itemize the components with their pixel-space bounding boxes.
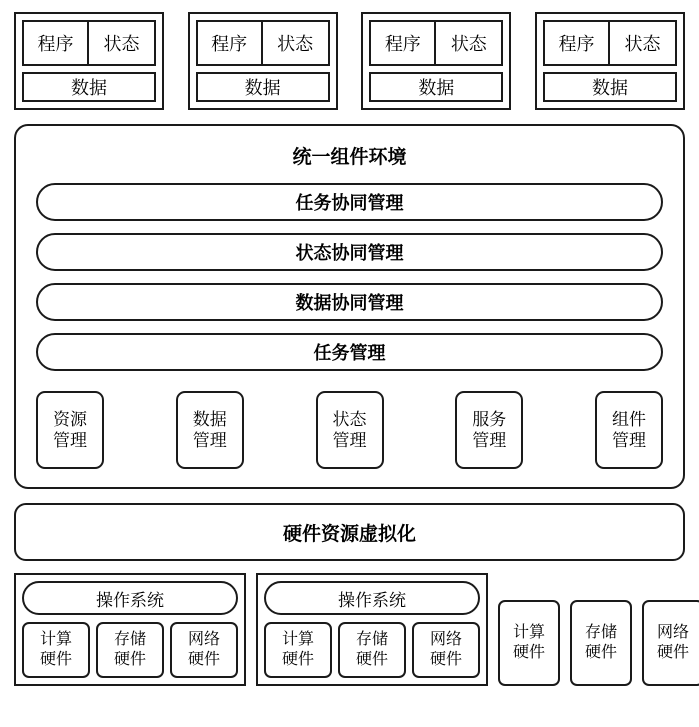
operating-system-bar: 操作系统 [22,581,238,615]
module-component-management [595,391,663,469]
application-program-box: 程序 [543,20,610,66]
hardware-label-line1: 计算 [39,631,72,648]
hardware-label-line1: 存储 [355,631,388,648]
module-label-line1: 资源 [53,409,87,429]
operating-system-bar: 操作系统 [264,581,480,615]
hardware-compute [264,622,332,678]
hardware-storage [338,622,406,678]
module-label-line1: 数据 [192,409,227,429]
hardware-label-line1: 网络 [429,631,462,648]
module-service-management [455,391,523,469]
hardware-label-line1: 计算 [281,631,314,648]
hardware-label-line1: 计算 [512,624,545,641]
hardware-label-line2: 硬件 [656,644,689,661]
hardware-row [22,622,238,678]
application-data-box: 数据 [369,72,503,102]
application-state-box: 状态 [263,20,330,66]
bare-hardware-storage [570,600,632,686]
unified-component-environment [14,124,685,489]
layer-task-management: 任务管理 [36,333,663,371]
host-with-os [256,573,488,686]
hardware-label-line1: 存储 [113,631,146,648]
hardware-label-line2: 硬件 [512,644,545,661]
infrastructure-row [14,573,689,686]
layer-data-collaboration-management: 数据协同管理 [36,283,663,321]
hardware-label-line2: 硬件 [113,651,146,668]
application-data-box: 数据 [543,72,677,102]
hardware-storage [96,622,164,678]
module-label-line2: 管理 [612,431,646,450]
hardware-virtualization-layer: 硬件资源虚拟化 [14,503,685,561]
application-state-box: 状态 [89,20,156,66]
hardware-network [412,622,480,678]
module-label-line1: 状态 [332,409,367,429]
host-with-os [14,573,246,686]
module-label-line2: 管理 [192,431,227,450]
application-state-box: 状态 [436,20,503,66]
application-data-box: 数据 [196,72,330,102]
applications-row [0,0,699,110]
hardware-label-line1: 网络 [187,631,220,648]
layer-state-collaboration-management: 状态协同管理 [36,233,663,271]
hardware-label-line2: 硬件 [281,651,314,668]
application-program-box: 程序 [196,20,263,66]
application-state-box: 状态 [610,20,677,66]
application-program-box: 程序 [369,20,436,66]
application-top-row [22,20,156,66]
bare-hardware-network [642,600,699,686]
module-label-line2: 管理 [472,431,507,450]
application-block [14,12,164,110]
module-resource-management [36,391,104,469]
application-top-row [369,20,503,66]
hardware-label-line2: 硬件 [355,651,388,668]
unified-component-environment-title: 统一组件环境 [292,147,407,168]
module-state-management [316,391,384,469]
application-block [361,12,511,110]
hardware-label-line2: 硬件 [187,651,220,668]
module-label-line2: 管理 [332,431,367,450]
layer-task-collaboration-management: 任务协同管理 [36,183,663,221]
bare-hardware-group [498,600,699,686]
application-data-box: 数据 [22,72,156,102]
hardware-label-line2: 硬件 [39,651,72,668]
hardware-row [264,622,480,678]
hardware-network [170,622,238,678]
module-label-line1: 组件 [612,409,646,429]
hardware-label-line1: 存储 [584,624,617,641]
hardware-label-line1: 网络 [656,624,689,641]
application-top-row [196,20,330,66]
hardware-label-line2: 硬件 [429,651,462,668]
module-label-line2: 管理 [53,431,87,450]
hardware-label-line2: 硬件 [584,644,617,661]
application-top-row [543,20,677,66]
module-data-management [176,391,244,469]
application-block [188,12,338,110]
manager-modules-row [36,391,663,469]
module-label-line1: 服务 [472,409,507,429]
application-block [535,12,685,110]
bare-hardware-compute [498,600,560,686]
application-program-box: 程序 [22,20,89,66]
hardware-compute [22,622,90,678]
